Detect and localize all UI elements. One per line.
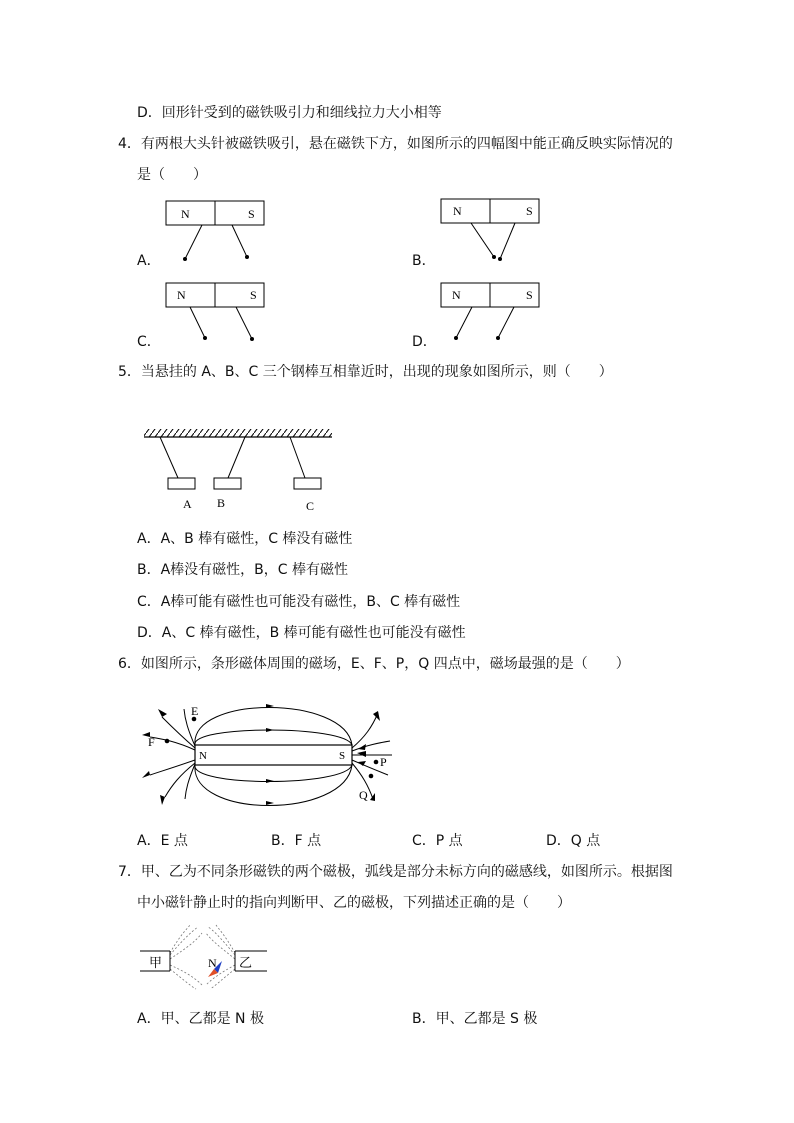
- q6-option-b: B．F 点: [271, 833, 322, 849]
- pin-head: [250, 337, 254, 341]
- q3-option-d: D．回形针受到的磁铁吸引力和细线拉力大小相等: [137, 105, 442, 121]
- magnet-n-label: N: [181, 207, 190, 221]
- q4-stem-line1: 4．有两根大头针被磁铁吸引，悬在磁铁下方，如图所示的四幅图中能正确反映实际情况的: [118, 136, 673, 152]
- point-f-label: F: [148, 735, 155, 749]
- q6-figure: [140, 695, 400, 815]
- pin-head: [183, 257, 187, 261]
- point-e-label: E: [191, 704, 199, 718]
- q4-option-c-label: C．: [137, 334, 161, 350]
- point-q: [369, 774, 374, 779]
- magnet-s-label: S: [248, 207, 255, 221]
- magnet-s-label: S: [250, 288, 257, 302]
- point-p-label: P: [380, 755, 387, 769]
- needle-n-label: N: [208, 956, 217, 970]
- q7-option-a: A．甲、乙都是 N 极: [137, 1011, 264, 1027]
- q4-stem-line2: 是（ ）: [137, 167, 207, 183]
- q4-figure-c: [160, 278, 270, 348]
- q6-option-d: D．Q 点: [546, 833, 601, 849]
- q5-option-b: B．A棒没有磁性，B，C 棒有磁性: [137, 562, 349, 578]
- q6-option-c: C．P 点: [412, 833, 463, 849]
- q4-option-b-label: B．: [412, 253, 436, 269]
- rod-b-label: B: [217, 496, 226, 510]
- point-q-label: Q: [359, 788, 368, 802]
- q5-option-a: A．A、B 棒有磁性，C 棒没有磁性: [137, 531, 353, 547]
- q4-figure-d: [435, 278, 545, 348]
- q6-stem: 6．如图所示，条形磁体周围的磁场，E、F、P，Q 四点中，磁场最强的是（ ）: [118, 656, 630, 672]
- magnet-s-label: S: [526, 204, 533, 218]
- point-p: [374, 760, 379, 765]
- pole-jia-label: 甲: [149, 955, 163, 970]
- rod-b: [214, 478, 241, 489]
- pin-head: [496, 336, 500, 340]
- rod-a: [168, 478, 195, 489]
- pin-head: [245, 255, 249, 259]
- q4-figure-a: [160, 196, 270, 266]
- q4-option-a-label: A．: [137, 253, 161, 269]
- rod-c: [294, 478, 321, 489]
- pin-head: [203, 336, 207, 340]
- magnet-n-label: N: [199, 750, 207, 762]
- rod-a-label: A: [183, 497, 192, 511]
- q5-figure: [140, 425, 340, 520]
- q5-stem: 5．当悬挂的 A、B、C 三个钢棒互相靠近时，出现的现象如图所示，则（ ）: [118, 364, 613, 380]
- ceiling-hatch: [144, 429, 332, 437]
- rod-c-label: C: [306, 499, 315, 513]
- magnet-s-label: S: [339, 750, 346, 762]
- magnet-n-label: N: [453, 204, 462, 218]
- q6-option-a: A．E 点: [137, 833, 188, 849]
- bar-magnet: [195, 745, 352, 765]
- q5-option-d: D．A、C 棒有磁性，B 棒可能有磁性也可能没有磁性: [137, 625, 466, 641]
- q7-figure: [140, 925, 270, 990]
- q4-figure-b: [435, 194, 545, 266]
- pin-head: [454, 336, 458, 340]
- magnet-n-label: N: [177, 288, 186, 302]
- q7-stem-line2: 中小磁针静止时的指向判断甲、乙的磁极，下列描述正确的是（ ）: [137, 895, 571, 911]
- q4-option-d-label: D．: [412, 334, 437, 350]
- pole-yi-label: 乙: [239, 955, 253, 970]
- point-f: [165, 739, 170, 744]
- q7-option-b: B．甲、乙都是 S 极: [412, 1011, 538, 1027]
- pin-head: [498, 257, 502, 261]
- pin-head: [492, 255, 496, 259]
- q7-stem-line1: 7．甲、乙为不同条形磁铁的两个磁极，弧线是部分未标方向的磁感线，如图所示。根据图: [118, 864, 673, 880]
- q5-option-c: C．A棒可能有磁性也可能没有磁性，B、C 棒有磁性: [137, 594, 461, 610]
- magnet-s-label: S: [526, 288, 533, 302]
- magnet-n-label: N: [452, 288, 461, 302]
